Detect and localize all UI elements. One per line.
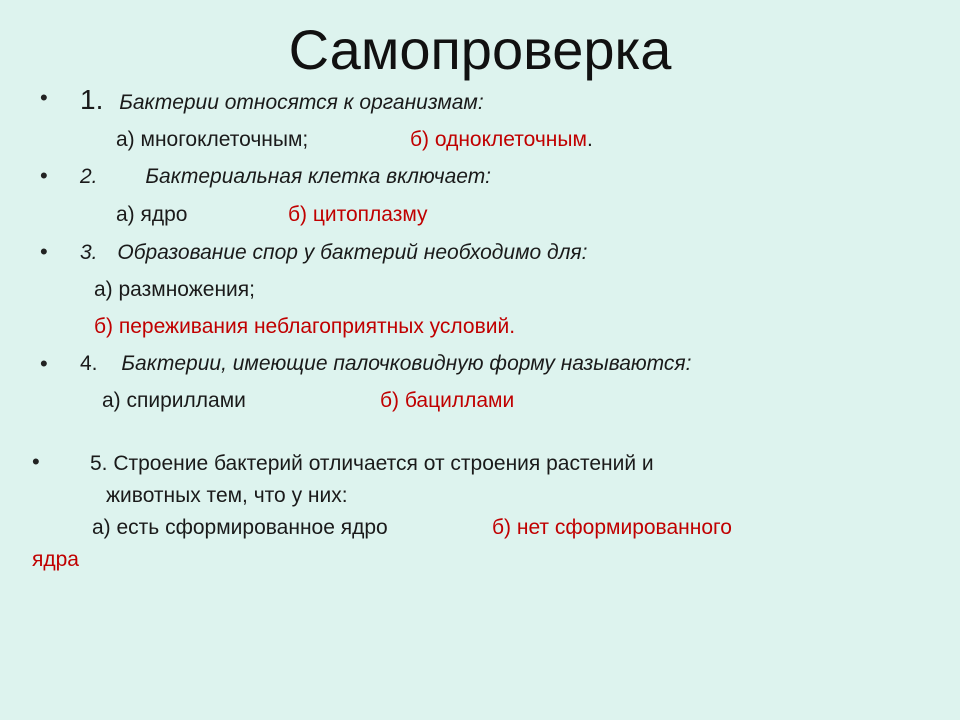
q1-option-b	[410, 126, 593, 154]
q1-option-a: а) многоклеточным;	[116, 128, 309, 151]
question-3-text: Образование спор у бактерий необходимо для:	[117, 241, 588, 264]
question-5-line-2: животных тем, что у них:	[106, 484, 348, 507]
question-4	[80, 350, 692, 378]
q1-option-b-period: .	[586, 128, 593, 151]
bullet-q3: •	[40, 239, 48, 264]
question-3-number: 3.	[80, 241, 98, 264]
question-2	[80, 163, 491, 191]
bullet-q5: •	[32, 449, 40, 474]
page-title: Самопроверка	[288, 18, 672, 81]
question-3	[80, 239, 587, 267]
question-4-text: Бактерии, имеющие палочковидную форму называются:	[121, 352, 692, 375]
q5-answer: б) нет сформированного	[492, 516, 732, 539]
bullet-q4: •	[40, 351, 48, 376]
q2-option-a: а) ядро	[116, 203, 188, 226]
q3-answer: б) переживания неблагоприятных условий.	[94, 315, 516, 338]
q1-answer: б) одноклеточным	[410, 128, 587, 151]
question-1	[80, 86, 484, 117]
q5-option-a: а) есть сформированное ядро	[92, 516, 388, 539]
q2-answer: б) цитоплазму	[288, 203, 428, 226]
q5-answer-continued: ядра	[32, 548, 79, 571]
q3-option-a: а) размножения;	[94, 278, 255, 301]
question-1-text: Бактерии относятся к организмам:	[119, 91, 484, 114]
question-2-text: Бактериальная клетка включает:	[145, 165, 492, 188]
question-2-number: 2.	[80, 165, 98, 188]
bullet-q1: •	[40, 85, 48, 110]
question-5-line-1: 5. Строение бактерий отличается от строения растений и	[90, 452, 654, 475]
question-4-number: 4.	[80, 352, 98, 375]
q4-option-a: а) спириллами	[102, 389, 246, 412]
bullet-q2: •	[40, 163, 48, 188]
question-1-number: 1.	[80, 84, 104, 115]
q4-answer: б) бациллами	[380, 389, 515, 412]
